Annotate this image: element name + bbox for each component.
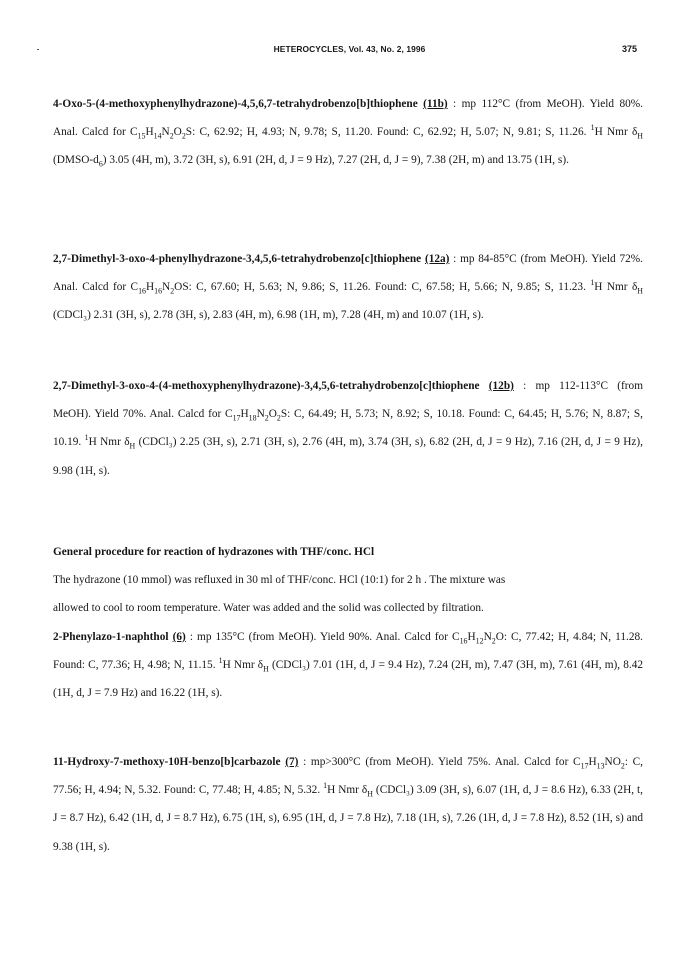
running-header bbox=[0, 44, 699, 58]
compound-7-mp: : mp>300°C (from MeOH). Yield 75%. Anal. Calcd for C bbox=[298, 756, 581, 768]
compound-11b-mp: : mp 112°C (from MeOH). Yield 80%. Anal. Calcd for C bbox=[53, 98, 643, 139]
compound-12a-mp: : mp 84-85°C (from MeOH). Yield 72%. Anal. Calcd for C bbox=[53, 253, 643, 294]
compound-12a-entry: 2,7-Dimethyl-3-oxo-4-phenylhydrazone-3,4,5,6-tetrahydrobenzo[c]thiophene (12a) : mp 84-85°C (from MeOH). Yield 72%. Anal. Calcd for $C_{16}H_{16}N_2OS$: C, 67.60; H, 5.63; N, 9.86; S, 11.26. Found: C, 67.58; H, 5.66; N, 9.85; S, 11.23. $^1$H Nmr $\delta_H$ (CDCl₃) 2.31 (3H, s), 2.78 (3H, s), 2.83 (4H, m), 6.98 (1H, m), 7.28 (4H, m) and 10.07 (1H, s). bbox=[53, 253, 643, 322]
compound-12a-title: 2,7-Dimethyl-3-oxo-4-phenylhydrazone-3,4,5,6-tetrahydrobenzo[c]thiophene bbox=[53, 253, 422, 265]
compound-7-nmr-label: H Nmr δ bbox=[327, 784, 368, 797]
compound-7-nmr-data: (CDCl₃) 3.09 (3H, s), 6.07 (1H, d, J = 8.6 Hz), 6.33 (2H, t, J = 8.7 Hz), 6.42 (1H, d, J = 8.7 Hz), 6.75 (1H, s), 6.95 (1H, d, J = 7.8 Hz), 7.18 (1H, s), 7.26 (1H, d, J = 7.8 Hz), 8.52 (1H, s) and 9.38 (1H, s). bbox=[53, 784, 643, 853]
compound-11b-nmr-label: H Nmr δ bbox=[594, 126, 638, 139]
compound-6-nmr-data: (CDCl₃) 7.01 (1H, d, J = 9.4 Hz), 7.24 (2H, m), 7.47 (3H, m), 7.61 (4H, m), 8.42 (1H, d, J = 7.9 Hz) and 16.22 (1H, s). bbox=[53, 659, 644, 700]
compound-11b-title: 4-Oxo-5-(4-methoxyphenylhydrazone)-4,5,6,7-tetrahydrobenzo[b]thiophene bbox=[53, 98, 418, 110]
compound-12b-number: (12b) bbox=[488, 380, 514, 392]
general-procedure-line-2: allowed to cool to room temperature. Water was added and the solid was collected by filtration. bbox=[53, 602, 484, 615]
compound-6-title: 2-Phenylazo-1-naphthol bbox=[53, 631, 169, 643]
compound-12b-mp: : mp 112-113°C (from MeOH). Yield 70%. Anal. Calcd for C bbox=[53, 380, 643, 421]
general-procedure-heading: General procedure for reaction of hydrazones with THF/conc. HCl bbox=[53, 546, 375, 558]
compound-7-number: (7) bbox=[285, 756, 299, 768]
journal-running-head: HETEROCYCLES, Vol. 43, No. 2, 1996 bbox=[273, 44, 426, 54]
compound-6-mp: : mp 135°C (from MeOH). Yield 90%. Anal. Calcd for C bbox=[185, 631, 460, 643]
compound-7-entry: 11-Hydroxy-7-methoxy-10H-benzo[b]carbazole (7) : mp>300°C (from MeOH). Yield 75%. Anal. Calcd for $C_{17}H_{13}NO_2$: C, 77.56; H, 4.94; N, 5.32. Found: C, 77.48; H, 4.85; N, 5.32. $^1$H Nmr $\delta_H$ (CDCl₃) 3.09 (3H, s), 6.07 (1H, d, J = 8.6 Hz), 6.33 (2H, t, J = 8.7 Hz), 6.42 (1H, d, J = 8.7 Hz), 6.75 (1H, s), 6.95 (1H, d, J = 7.8 Hz), 7.18 (1H, s), 7.26 (1H, d, J = 7.8 Hz), 8.52 (1H, s) and 9.38 (1H, s). bbox=[53, 756, 643, 853]
compound-12a-number: (12a) bbox=[424, 253, 450, 265]
compound-11b-nmr-data: ) 3.05 (4H, m), 3.72 (3H, s), 6.91 (2H, d, J = 9 Hz), 7.27 (2H, d, J = 9), 7.38 (2H, m) and 13.75 (1H, s). bbox=[102, 154, 569, 167]
compound-6-analysis: O: C, 77.42; H, 4.84; N, 11.28. Found: C, 77.36; H, 4.98; N, 11.15. bbox=[53, 631, 643, 672]
compound-12b-nmr-data: (CDCl₃) 2.25 (3H, s), 2.71 (3H, s), 2.76 (4H, m), 3.74 (3H, s), 6.82 (2H, d, J = 9 Hz), 7.16 (2H, d, J = 9 Hz), 9.98 (1H, s). bbox=[53, 436, 643, 477]
compound-6-nmr-label: H Nmr δ bbox=[222, 659, 264, 672]
compound-7-analysis: : C, 77.56; H, 4.94; N, 5.32. Found: C, 77.48; H, 4.85; N, 5.32. bbox=[53, 756, 643, 797]
compound-12b-analysis: S: C, 64.49; H, 5.73; N, 8.92; S, 10.18. Found: C, 64.45; H, 5.76; N, 8.87; S, 10.19. bbox=[53, 408, 643, 449]
compound-6-number: (6) bbox=[172, 631, 186, 643]
compound-12b-nmr-label: H Nmr δ bbox=[88, 436, 130, 449]
compound-11b-number: (11b) bbox=[423, 98, 448, 110]
compound-11b-analysis: : C, 62.92; H, 4.93; N, 9.78; S, 11.20. Found: C, 62.92; H, 5.07; N, 9.81; S, 11.26. bbox=[192, 126, 591, 139]
general-procedure-line-1: The hydrazone (10 mmol) was refluxed in 30 ml of THF/conc. HCl (10:1) for 2 h . The mixture was bbox=[53, 574, 506, 587]
compound-7-title: 11-Hydroxy-7-methoxy-10H-benzo[b]carbazole bbox=[53, 756, 281, 768]
compound-11b-nmr-solvent: (DMSO-d bbox=[53, 154, 99, 167]
page-number: 375 bbox=[621, 44, 637, 54]
compound-6-entry: 2-Phenylazo-1-naphthol (6) : mp 135°C (from MeOH). Yield 90%. Anal. Calcd for $C_{16}H_{12}N_2O$: C, 77.42; H, 4.84; N, 11.28. Found: C, 77.36; H, 4.98; N, 11.15. $^1$H Nmr $\delta_H$ (CDCl₃) 7.01 (1H, d, J = 9.4 Hz), 7.24 (2H, m), 7.47 (3H, m), 7.61 (4H, m), 8.42 (1H, d, J = 7.9 Hz) and 16.22 (1H, s). bbox=[53, 631, 644, 700]
compound-12a-analysis: OS: C, 67.60; H, 5.63; N, 9.86; S, 11.26. Found: C, 67.58; H, 5.66; N, 9.85; S, 11.23. bbox=[174, 281, 591, 294]
compound-12b-entry: 2,7-Dimethyl-3-oxo-4-(4-methoxyphenylhydrazone)-3,4,5,6-tetrahydrobenzo[c]thiophene (12b) : mp 112-113°C (from MeOH). Yield 70%. Anal. Calcd for $C_{17}H_{18}N_2O_2S$: C, 64.49; H, 5.73; N, 8.92; S, 10.18. Found: C, 64.45; H, 5.76; N, 8.87; S, 10.19. $^1$H Nmr $\delta_H$ (CDCl₃) 2.25 (3H, s), 2.71 (3H, s), 2.76 (4H, m), 3.74 (3H, s), 6.82 (2H, d, J = 9 Hz), 7.16 (2H, d, J = 9 Hz), 9.98 (1H, s). bbox=[53, 380, 643, 477]
compound-12a-nmr-label: H Nmr δ bbox=[594, 281, 638, 294]
compound-12b-title: 2,7-Dimethyl-3-oxo-4-(4-methoxyphenylhydrazone)-3,4,5,6-tetrahydrobenzo[c]thiophene bbox=[53, 380, 480, 392]
compound-11b-entry: 4-Oxo-5-(4-methoxyphenylhydrazone)-4,5,6,7-tetrahydrobenzo[b]thiophene (11b) : mp 112°C (from MeOH). Yield 80%. Anal. Calcd for $C_{15}H_{14}N_2O_2S$: C, 62.92; H, 4.93; N, 9.78; S, 11.20. Found: C, 62.92; H, 5.07; N, 9.81; S, 11.26. $^1$H Nmr $\delta_H$ $(DMSO-d_6)$ 3.05 (4H, m), 3.72 (3H, s), 6.91 (2H, d, J = 9 Hz), 7.27 (2H, d, J = 9), 7.38 (2H, m) and 13.75 (1H, s). bbox=[53, 98, 643, 169]
compound-12a-nmr-data: (CDCl₃) 2.31 (3H, s), 2.78 (3H, s), 2.83 (4H, m), 6.98 (1H, m), 7.28 (4H, m) and 10.07 (1H, s). bbox=[53, 309, 484, 322]
general-procedure bbox=[53, 538, 643, 623]
